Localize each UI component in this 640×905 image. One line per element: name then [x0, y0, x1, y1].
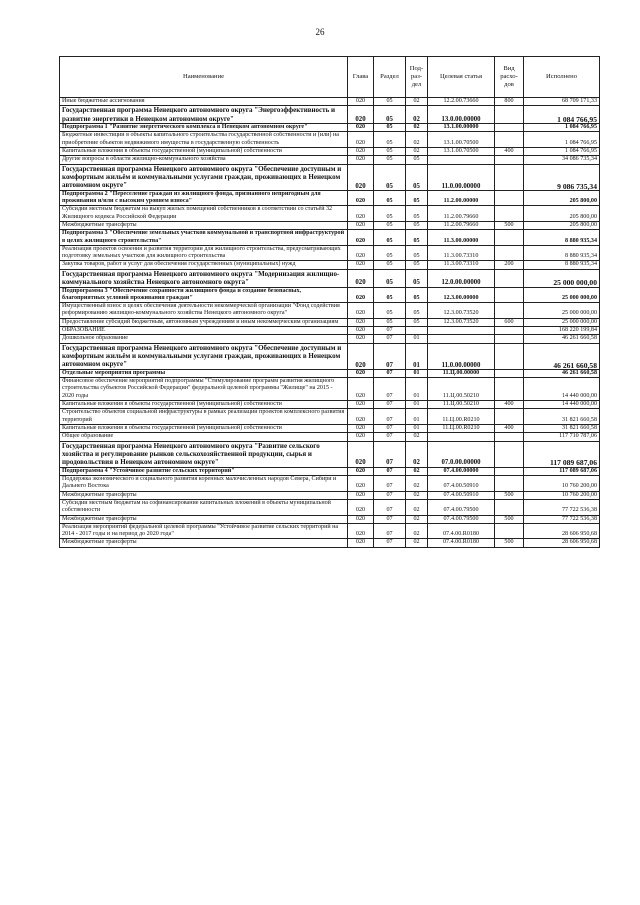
cell-executed: 31 821 660,58 — [524, 424, 600, 432]
cell-section: 07 — [374, 424, 406, 432]
cell-target: 11.0.00.00000 — [428, 164, 495, 190]
cell-name: Государственная программа Ненецкого автономного округа "Обеспечение доступным и комфортным жильём и коммунальными услугами граждан, проживающих в Ненецком автономном округе" — [60, 164, 348, 190]
cell-section: 07 — [374, 515, 406, 523]
table-row — [60, 245, 600, 261]
cell-section: 05 — [374, 245, 406, 261]
cell-chapter: 020 — [348, 499, 374, 515]
header-executed: Исполнено — [524, 57, 600, 98]
cell-name: Закупка товаров, работ и услуг для обеспечения государственных (муниципальных) нужд — [60, 261, 348, 269]
cell-name: Финансовое обеспечение мероприятий подпрограммы "Стимулирование программ развития жилищного строительства субъектов Российской Федерации" федеральной целевой программы "Жилище" на 2015 - 2020 годы — [60, 378, 348, 401]
cell-chapter: 020 — [348, 467, 374, 475]
cell-section: 07 — [374, 343, 406, 369]
table-row — [60, 515, 600, 523]
cell-target — [428, 327, 495, 335]
cell-name: Другие вопросы в области жилищно-коммунального хозяйства — [60, 156, 348, 164]
cell-subsection: 01 — [406, 369, 428, 377]
cell-expense-type: 200 — [495, 261, 524, 269]
cell-section: 07 — [374, 491, 406, 499]
cell-expense-type: 800 — [495, 98, 524, 106]
cell-target: 11.Ц.00.R0210 — [428, 424, 495, 432]
cell-target: 11.3.00.73310 — [428, 245, 495, 261]
cell-chapter: 020 — [348, 424, 374, 432]
cell-chapter: 020 — [348, 378, 374, 401]
cell-chapter: 020 — [348, 245, 374, 261]
table-row — [60, 261, 600, 269]
cell-target: 12.3.00.73520 — [428, 303, 495, 319]
cell-expense-type: 400 — [495, 401, 524, 409]
cell-expense-type — [495, 269, 524, 287]
cell-subsection: 02 — [406, 124, 428, 132]
cell-chapter: 020 — [348, 230, 374, 246]
cell-chapter: 020 — [348, 106, 374, 124]
cell-executed: 1 084 766,95 — [524, 132, 600, 148]
table-row — [60, 424, 600, 432]
cell-subsection: 02 — [406, 132, 428, 148]
cell-subsection: 02 — [406, 515, 428, 523]
cell-subsection: 02 — [406, 98, 428, 106]
cell-expense-type — [495, 190, 524, 206]
cell-chapter: 020 — [348, 303, 374, 319]
cell-target: 11.3.00.00000 — [428, 230, 495, 246]
cell-name: Подпрограмма 1 "Развитие энергетического комплекса в Ненецком автономном округе" — [60, 124, 348, 132]
cell-section: 07 — [374, 467, 406, 475]
cell-subsection: 02 — [406, 106, 428, 124]
cell-subsection: 05 — [406, 318, 428, 326]
table-row — [60, 148, 600, 156]
cell-target: 12.0.00.00000 — [428, 269, 495, 287]
cell-expense-type — [495, 164, 524, 190]
cell-section: 05 — [374, 106, 406, 124]
table-row — [60, 206, 600, 222]
table-row — [60, 539, 600, 547]
cell-subsection: 05 — [406, 222, 428, 230]
cell-executed: 68 709 171,33 — [524, 98, 600, 106]
table-row — [60, 343, 600, 369]
cell-executed: 34 086 735,34 — [524, 156, 600, 164]
cell-executed: 46 261 660,58 — [524, 335, 600, 343]
table-row — [60, 369, 600, 377]
cell-target: 11.Ц.00.50210 — [428, 378, 495, 401]
cell-target: 13.1.00.00000 — [428, 124, 495, 132]
cell-section: 05 — [374, 318, 406, 326]
cell-executed: 25 000 000,00 — [524, 269, 600, 287]
cell-subsection: 02 — [406, 148, 428, 156]
cell-subsection: 05 — [406, 230, 428, 246]
cell-executed: 10 760 200,00 — [524, 476, 600, 492]
cell-target: 07.4.00.R0180 — [428, 539, 495, 547]
cell-section: 05 — [374, 164, 406, 190]
cell-executed: 1 084 766,95 — [524, 106, 600, 124]
header-expense-type: Вид расхо-дов — [495, 57, 524, 98]
cell-expense-type — [495, 206, 524, 222]
cell-section: 07 — [374, 401, 406, 409]
cell-name: Межбюджетные трансферты — [60, 491, 348, 499]
cell-subsection: 02 — [406, 523, 428, 539]
cell-subsection: 05 — [406, 164, 428, 190]
cell-name: Государственная программа Ненецкого автономного округа "Модернизация жилищно-коммунального хозяйства Ненецкого автономного округа" — [60, 269, 348, 287]
cell-chapter: 020 — [348, 206, 374, 222]
cell-name: Строительство объектов социальной инфраструктуры в рамках реализации проектов комплексного развития территорий — [60, 409, 348, 425]
cell-expense-type — [495, 303, 524, 319]
cell-section: 05 — [374, 124, 406, 132]
cell-expense-type — [495, 335, 524, 343]
cell-name: Подпрограмма 3 "Обеспечение сохранности жилищного фонда и создание безопасных, благоприятных условий проживания граждан" — [60, 287, 348, 303]
table-row — [60, 98, 600, 106]
cell-executed: 8 880 935,34 — [524, 245, 600, 261]
cell-chapter: 020 — [348, 433, 374, 441]
cell-chapter: 020 — [348, 156, 374, 164]
table-row — [60, 287, 600, 303]
cell-chapter: 020 — [348, 476, 374, 492]
table-row — [60, 190, 600, 206]
cell-executed: 205 800,00 — [524, 206, 600, 222]
cell-target: 12.3.00.00000 — [428, 287, 495, 303]
cell-chapter: 020 — [348, 343, 374, 369]
cell-target — [428, 335, 495, 343]
header-target: Целевая статья — [428, 57, 495, 98]
cell-name: Государственная программа Ненецкого автономного округа "Развитие сельского хозяйства и регулирование рынков сельскохозяйственной продукции, сырья и продовольствия в Ненецком автономном округе" — [60, 441, 348, 467]
cell-name: Капитальные вложения в объекты государственной (муниципальной) собственности — [60, 401, 348, 409]
cell-subsection: 05 — [406, 303, 428, 319]
cell-executed: 25 000 000,00 — [524, 318, 600, 326]
cell-chapter: 020 — [348, 335, 374, 343]
cell-section: 05 — [374, 261, 406, 269]
cell-section: 07 — [374, 499, 406, 515]
cell-chapter: 020 — [348, 515, 374, 523]
cell-name: Межбюджетные трансферты — [60, 539, 348, 547]
cell-executed: 28 606 950,68 — [524, 539, 600, 547]
cell-expense-type: 600 — [495, 318, 524, 326]
cell-chapter: 020 — [348, 318, 374, 326]
cell-executed: 25 000 000,00 — [524, 303, 600, 319]
table-body — [60, 98, 600, 548]
cell-executed: 168 220 199,84 — [524, 327, 600, 335]
cell-target: 13.0.00.00000 — [428, 106, 495, 124]
cell-subsection: 01 — [406, 409, 428, 425]
table-row — [60, 106, 600, 124]
cell-name: Субсидии местным бюджетам на выкуп жилых помещений собственников в соответствии со статьёй 32 Жилищного кодекса Российской Федерации — [60, 206, 348, 222]
cell-executed: 25 000 000,00 — [524, 287, 600, 303]
cell-section: 07 — [374, 369, 406, 377]
cell-executed: 1 084 766,95 — [524, 124, 600, 132]
cell-chapter: 020 — [348, 327, 374, 335]
cell-chapter: 020 — [348, 222, 374, 230]
cell-expense-type — [495, 378, 524, 401]
cell-expense-type: 400 — [495, 424, 524, 432]
cell-section: 05 — [374, 222, 406, 230]
cell-expense-type — [495, 132, 524, 148]
cell-executed: 117 710 787,06 — [524, 433, 600, 441]
table-row — [60, 230, 600, 246]
cell-expense-type — [495, 523, 524, 539]
table-row — [60, 318, 600, 326]
cell-target: 11.0.00.00000 — [428, 343, 495, 369]
cell-section: 07 — [374, 378, 406, 401]
cell-name: Дошкольное образование — [60, 335, 348, 343]
table-row — [60, 132, 600, 148]
cell-target: 11.2.00.79660 — [428, 206, 495, 222]
cell-section: 05 — [374, 230, 406, 246]
cell-name: Предоставление субсидий бюджетным, автономным учреждениям и иным некоммерческим организациям — [60, 318, 348, 326]
cell-name: Государственная программа Ненецкого автономного округа "Энергоэффективность и развитие энергетики в Ненецком автономном округе" — [60, 106, 348, 124]
cell-name: Подпрограмма 4 "Устойчивое развитие сельских территорий" — [60, 467, 348, 475]
cell-executed: 46 261 660,58 — [524, 343, 600, 369]
cell-name: Реализация проектов освоения и развития территории для жилищного строительства, предусматривающих подготовку земельных участков для жилищного строительства — [60, 245, 348, 261]
cell-expense-type — [495, 343, 524, 369]
cell-target — [428, 156, 495, 164]
cell-expense-type — [495, 476, 524, 492]
cell-target: 07.4.00.00000 — [428, 467, 495, 475]
table-row — [60, 335, 600, 343]
table-row — [60, 476, 600, 492]
cell-target: 11.2.00.00000 — [428, 190, 495, 206]
cell-target: 07.4.00.79500 — [428, 515, 495, 523]
cell-chapter: 020 — [348, 369, 374, 377]
cell-section: 07 — [374, 335, 406, 343]
cell-chapter: 020 — [348, 190, 374, 206]
cell-subsection: 02 — [406, 539, 428, 547]
header-subsection: Под-раз-дел — [406, 57, 428, 98]
cell-expense-type — [495, 369, 524, 377]
cell-target: 11.Ц.00.50210 — [428, 401, 495, 409]
cell-chapter: 020 — [348, 132, 374, 148]
cell-executed: 14 440 000,00 — [524, 401, 600, 409]
cell-name: Государственная программа Ненецкого автономного округа "Обеспечение доступным и комфортным жильём и коммунальными услугами граждан, проживающих в Ненецком автономном округе" — [60, 343, 348, 369]
cell-subsection: 05 — [406, 287, 428, 303]
cell-chapter: 020 — [348, 287, 374, 303]
cell-section: 07 — [374, 327, 406, 335]
cell-subsection: 05 — [406, 190, 428, 206]
cell-expense-type — [495, 433, 524, 441]
table-row — [60, 409, 600, 425]
cell-section: 07 — [374, 409, 406, 425]
page-number: 26 — [315, 27, 325, 37]
cell-subsection: 01 — [406, 335, 428, 343]
cell-expense-type — [495, 245, 524, 261]
cell-executed: 9 086 735,34 — [524, 164, 600, 190]
table-row — [60, 222, 600, 230]
cell-target: 11.3.00.73310 — [428, 261, 495, 269]
header-name: Наименование — [60, 57, 348, 98]
cell-expense-type: 500 — [495, 539, 524, 547]
cell-target: 07.0.00.00000 — [428, 441, 495, 467]
cell-section: 07 — [374, 523, 406, 539]
cell-target: 13.1.00.70500 — [428, 132, 495, 148]
table-row — [60, 433, 600, 441]
cell-expense-type — [495, 106, 524, 124]
table-row — [60, 303, 600, 319]
cell-subsection: 05 — [406, 245, 428, 261]
cell-subsection: 01 — [406, 424, 428, 432]
cell-executed: 77 722 536,38 — [524, 499, 600, 515]
cell-chapter: 020 — [348, 539, 374, 547]
cell-target: 13.1.00.70500 — [428, 148, 495, 156]
cell-expense-type — [495, 499, 524, 515]
cell-name: Отдельные мероприятия программы — [60, 369, 348, 377]
cell-section: 05 — [374, 206, 406, 222]
header-chapter: Глава — [348, 57, 374, 98]
cell-executed: 31 821 660,58 — [524, 409, 600, 425]
cell-subsection: 02 — [406, 499, 428, 515]
cell-name: Поддержка экономического и социального развития коренных малочисленных народов Севера, Сибири и Дальнего Востока — [60, 476, 348, 492]
cell-name: Подпрограмма 2 "Переселение граждан из жилищного фонда, признанного непригодным для проживания и/или с высоким уровнем износа" — [60, 190, 348, 206]
cell-expense-type — [495, 230, 524, 246]
table-row — [60, 269, 600, 287]
cell-subsection: 05 — [406, 156, 428, 164]
cell-executed: 28 606 950,68 — [524, 523, 600, 539]
table-row — [60, 467, 600, 475]
header-section: Раздел — [374, 57, 406, 98]
cell-expense-type — [495, 124, 524, 132]
cell-section: 05 — [374, 156, 406, 164]
cell-executed: 205 800,00 — [524, 190, 600, 206]
cell-executed: 205 800,00 — [524, 222, 600, 230]
cell-chapter: 020 — [348, 261, 374, 269]
table-header-row — [60, 57, 600, 98]
cell-name: Бюджетные инвестиции в объекты капитального строительства государственной собственности и (или) на приобретение объектов недвижимого имущества в государственную собственность — [60, 132, 348, 148]
cell-expense-type — [495, 409, 524, 425]
cell-target: 07.4.00.R0180 — [428, 523, 495, 539]
cell-chapter: 020 — [348, 523, 374, 539]
cell-name: Капитальные вложения в объекты государственной (муниципальной) собственности — [60, 148, 348, 156]
budget-execution-table — [59, 56, 600, 548]
table-row — [60, 124, 600, 132]
cell-target: 12.3.00.73520 — [428, 318, 495, 326]
table-row — [60, 164, 600, 190]
cell-chapter: 020 — [348, 401, 374, 409]
cell-name: Субсидии местным бюджетам на софинансирование капитальных вложений в объекты муниципальной собственности — [60, 499, 348, 515]
cell-target: 07.4.00.79500 — [428, 499, 495, 515]
table-row — [60, 327, 600, 335]
table-row — [60, 378, 600, 401]
cell-target: 12.2.00.73660 — [428, 98, 495, 106]
cell-chapter: 020 — [348, 441, 374, 467]
cell-subsection: 01 — [406, 378, 428, 401]
cell-subsection: 05 — [406, 269, 428, 287]
cell-target: 11.2.00.79660 — [428, 222, 495, 230]
cell-expense-type: 500 — [495, 222, 524, 230]
cell-expense-type: 500 — [495, 491, 524, 499]
cell-subsection: 02 — [406, 433, 428, 441]
cell-chapter: 020 — [348, 98, 374, 106]
cell-section: 07 — [374, 539, 406, 547]
cell-section: 07 — [374, 476, 406, 492]
table-row — [60, 156, 600, 164]
cell-name: Иные бюджетные ассигнования — [60, 98, 348, 106]
cell-section: 05 — [374, 269, 406, 287]
cell-name: Реализация мероприятий федеральной целевой программы "Устойчивое развитие сельских территорий на 2014 - 2017 годы и на период до 2020 года" — [60, 523, 348, 539]
cell-section: 05 — [374, 132, 406, 148]
cell-target: 11.Ц.00.R0210 — [428, 409, 495, 425]
cell-executed: 10 760 200,00 — [524, 491, 600, 499]
cell-subsection: 01 — [406, 343, 428, 369]
cell-subsection: 01 — [406, 401, 428, 409]
cell-executed: 117 089 687,06 — [524, 441, 600, 467]
cell-name: Общее образование — [60, 433, 348, 441]
cell-subsection: 02 — [406, 441, 428, 467]
cell-executed: 46 261 660,58 — [524, 369, 600, 377]
cell-executed: 14 440 000,00 — [524, 378, 600, 401]
cell-target: 07.4.00.50910 — [428, 476, 495, 492]
cell-executed: 8 880 935,34 — [524, 230, 600, 246]
cell-expense-type — [495, 327, 524, 335]
cell-target: 07.4.00.50910 — [428, 491, 495, 499]
cell-chapter: 020 — [348, 491, 374, 499]
cell-chapter: 020 — [348, 148, 374, 156]
cell-expense-type: 400 — [495, 148, 524, 156]
table-row — [60, 401, 600, 409]
cell-expense-type — [495, 441, 524, 467]
cell-section: 05 — [374, 287, 406, 303]
table-row — [60, 523, 600, 539]
cell-section: 05 — [374, 190, 406, 206]
cell-executed: 117 089 687,06 — [524, 467, 600, 475]
cell-expense-type: 500 — [495, 515, 524, 523]
cell-expense-type — [495, 287, 524, 303]
cell-name: Капитальные вложения в объекты государственной (муниципальной) собственности — [60, 424, 348, 432]
cell-section: 07 — [374, 441, 406, 467]
cell-name: Имущественный взнос в целях обеспечения деятельности некоммерческой организации "Фонд содействия реформированию жилищно-коммунального хозяйства Ненецкого автономного округа" — [60, 303, 348, 319]
cell-executed: 1 084 766,95 — [524, 148, 600, 156]
cell-chapter: 020 — [348, 124, 374, 132]
cell-name: Межбюджетные трансферты — [60, 222, 348, 230]
cell-chapter: 020 — [348, 164, 374, 190]
cell-section: 05 — [374, 303, 406, 319]
cell-subsection: 02 — [406, 476, 428, 492]
cell-section: 05 — [374, 148, 406, 156]
cell-subsection: 02 — [406, 467, 428, 475]
cell-subsection — [406, 327, 428, 335]
cell-section: 05 — [374, 98, 406, 106]
table-row — [60, 441, 600, 467]
cell-name: Межбюджетные трансферты — [60, 515, 348, 523]
table-row — [60, 491, 600, 499]
cell-expense-type — [495, 467, 524, 475]
cell-name: Подпрограмма 3 "Обеспечение земельных участков коммунальной и транспортной инфраструктурой в целях жилищного строительства" — [60, 230, 348, 246]
cell-expense-type — [495, 156, 524, 164]
cell-subsection: 02 — [406, 491, 428, 499]
table-row — [60, 499, 600, 515]
cell-section: 07 — [374, 433, 406, 441]
cell-target: 11.Ц.00.00000 — [428, 369, 495, 377]
cell-subsection: 05 — [406, 261, 428, 269]
cell-chapter: 020 — [348, 409, 374, 425]
cell-executed: 77 722 536,38 — [524, 515, 600, 523]
cell-chapter: 020 — [348, 269, 374, 287]
cell-name: ОБРАЗОВАНИЕ — [60, 327, 348, 335]
cell-executed: 8 880 935,34 — [524, 261, 600, 269]
cell-target — [428, 433, 495, 441]
cell-subsection: 05 — [406, 206, 428, 222]
